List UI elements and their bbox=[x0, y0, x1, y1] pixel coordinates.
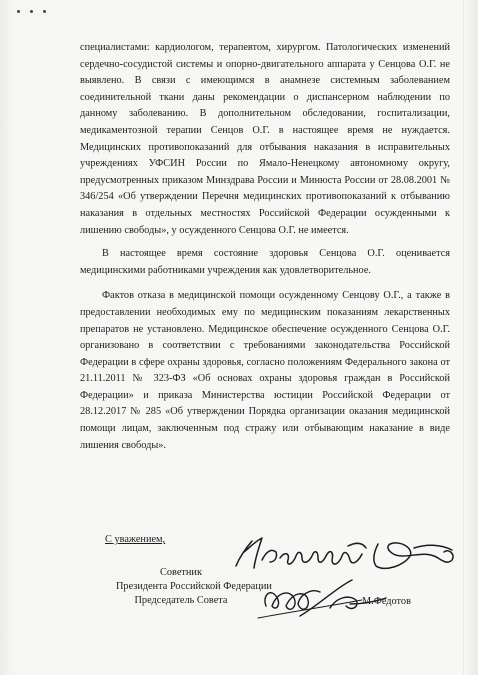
handwritten-sign-off bbox=[374, 543, 453, 568]
handwritten-sign-off bbox=[236, 538, 366, 568]
closing-salutation: С уважением, bbox=[105, 534, 166, 545]
paragraph-medical-provision: Фактов отказа в медицинской помощи осужденному Сенцову О.Г., а также в предоставлении необходимых ему по медицинским показаниям лекарственных препаратов не установлено. Медицинское обеспечение осужденного Сенцова О.Г. организовано в соответствии с требованиями законодательства Российской Федерации в сфере охраны здоровья, согласно положениям Федерального закона от 21.11.2011 № 323-ФЗ «Об основах охраны здоровья граждан в Российской Федерации» и приказа Министерства юстиции Российской Федерации от 28.12.2017 № 285 «Об утверждении Порядка организации оказания медицинской помощи лицам, заключенным под стражу или отбывающим наказание в виде лишения свободы». bbox=[80, 290, 450, 451]
paragraph-health-state: В настоящее время состояние здоровья Сенцова О.Г. оценивается медицинскими работниками учреждения как удовлетворительное. bbox=[80, 248, 450, 276]
signature-scrawl bbox=[258, 600, 362, 618]
letter-body bbox=[80, 40, 450, 454]
signer-name: М.Федотов bbox=[362, 596, 411, 607]
signatory-title-line: Президента Российской Федерации bbox=[116, 581, 272, 592]
signatory-title-line: Председатель Совета bbox=[134, 595, 228, 606]
scan-mark bbox=[30, 10, 33, 13]
paragraph-medical-findings: специалистами: кардиологом, терапевтом, хирургом. Патологических изменений сердечно-сосудистой системы и опорно-двигательного аппарата у Сенцова О.Г. не выявлено. В связи с имеющимся в анамнезе системным заболеванием соединительной ткани даны рекомендации о диспансерном наблюдении по данному заболеванию. В дополнительном обследовании, госпитализации, медикаментозной терапии Сенцов О.Г. в настоящее время не нуждается. Медицинских противопоказаний для отбывания наказания в исправительных учреждениях УФСИН России по Ямало-Ненецкому автономному округу, предусмотренных приказом Минздрава России и Минюста России от 28.08.2001 № 346/254 «Об утверждении Перечня медицинских противопоказаний к отбыванию наказания в отдельных местностях Российской Федерации осужденными к лишению свободы», у осужденного Сенцова О.Г. не имеется. bbox=[80, 42, 450, 236]
signatory-title-line: Советник bbox=[160, 567, 202, 578]
page-crease bbox=[463, 0, 464, 675]
scan-mark bbox=[43, 10, 46, 13]
signatory-title bbox=[116, 566, 272, 608]
scan-mark bbox=[17, 10, 20, 13]
